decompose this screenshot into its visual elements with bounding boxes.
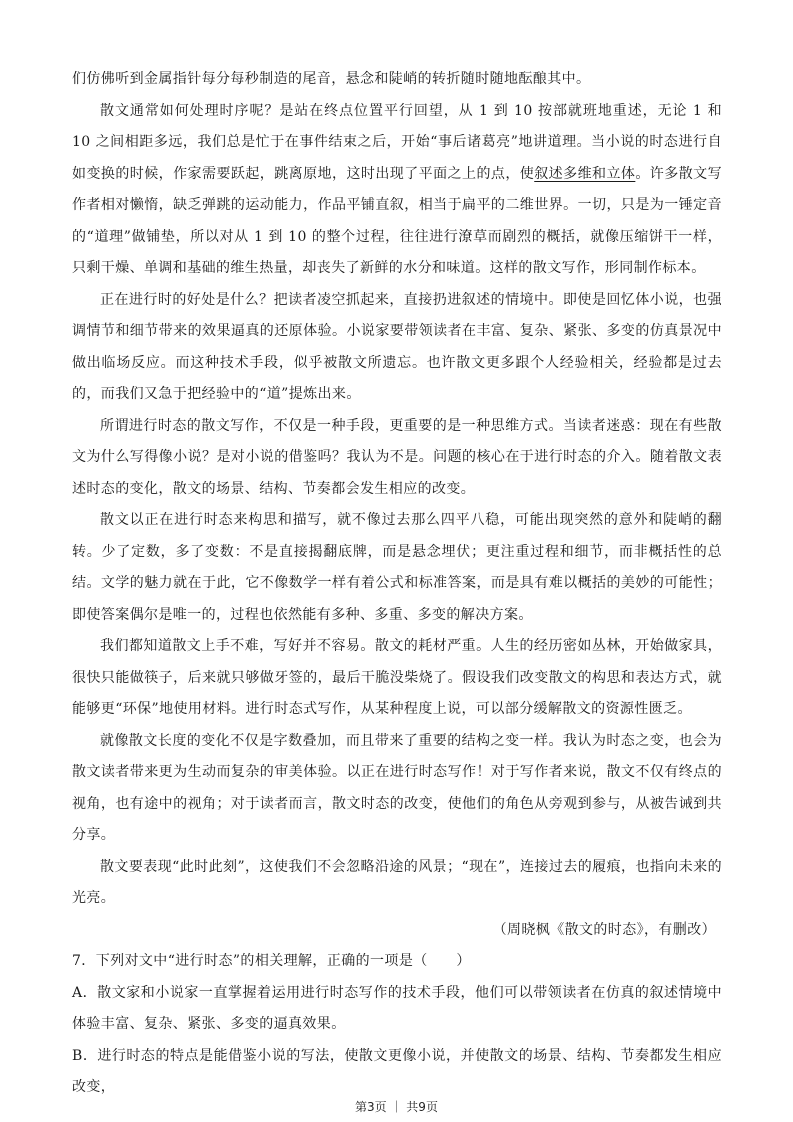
question-option-b: B．进行时态的特点是能借鉴小说的写法，使散文更像小说，并使散文的场景、结构、节奏都发生相应改变， <box>72 1047 722 1095</box>
article-body <box>72 64 722 1104</box>
paragraph-7: 散文要表现“此时此刻”，这使我们不会忽略沿途的风景；“现在”，连接过去的履痕，也指向未来的光亮。 <box>72 858 722 906</box>
paragraph-2: 正在进行时的好处是什么？把读者凌空抓起来，直接扔进叙述的情境中。即使是回忆体小说，也强调情节和细节带来的效果逼真的还原体验。小说家要带领读者在丰富、复杂、紧张、多变的仿真景况中做出临场反应。而这种技术手段，似乎被散文所遗忘。也许散文更多跟个人经验相关，经验都是过去的，而我们又急于把经验中的“道”提炼出来。 <box>72 291 722 402</box>
question-stem: 7．下列对文中“进行时态”的相关理解，正确的一项是（ ） <box>72 953 471 969</box>
underlined-phrase: 叙述多维和立体 <box>534 165 636 182</box>
paragraph-3: 所谓进行时态的散文写作，不仅是一种手段，更重要的是一种思维方式。当读者迷惑：现在有些散文为什么写得像小说？是对小说的借鉴吗？我认为不是。问题的核心在于进行时态的介入。随着散文表述时态的变化，散文的场景、结构、节奏都会发生相应的改变。 <box>72 417 722 497</box>
paragraph-1 <box>72 96 722 285</box>
paragraph-6: 就像散文长度的变化不仅是字数叠加，而且带来了重要的结构之变一样。我认为时态之变，也会为散文读者带来更为生动而复杂的审美体验。以正在进行时态写作！对于写作者来说，散文不仅有终点的视角，也有途中的视角；对于读者而言，散文时态的改变，使他们的角色从旁观到参与，从被告诫到共分享。 <box>72 732 722 843</box>
paragraph-1-text-a: 散文通常如何处理时序呢？是站在终点位置平行回望，从 1 到 10 按部就班地重述，无论 1 和 10 之间相距多远，我们总是忙于在事件结束之后，开始“事后诸葛亮”地讲道理。当小说的时态进行自如变换的时候，作家需要跃起，跳离原地，这时出现了平面之上的点，使 <box>72 102 722 182</box>
paragraph-5: 我们都知道散文上手不难，写好并不容易。散文的耗材严重。人生的经历密如丛林，开始做家具，很快只能做筷子，后来就只够做牙签的，最后干脆没柴烧了。假设我们改变散文的构思和表达方式，就能够更“环保”地使用材料。进行时态式写作，从某种程度上说，可以部分缓解散文的资源性匮乏。 <box>72 638 722 717</box>
article-source: （周晓枫《散文的时态》，有删改） <box>492 921 716 938</box>
paragraph-1-text-b: 。许多散文写作者相对懒惰，缺乏弹跳的运动能力，作品平铺直叙，相当于扁平的二维世界。一切，只是为一锤定音的“道理”做铺垫，所以对从 1 到 10 的整个过程，往往进行潦草而剧烈的概括，就像压缩饼干一样，只剩干燥、单调和基础的维生热量，却丧失了新鲜的水分和味道。这样的散文写作，形同制作标本。 <box>72 165 722 276</box>
question-option-a: A．散文家和小说家一直掌握着运用进行时态写作的技术手段，他们可以带领读者在仿真的叙述情境中体验丰富、复杂、紧张、多变的逼真效果。 <box>72 984 722 1032</box>
paragraph-0: 们仿佛听到金属指针每分每秒制造的尾音，悬念和陡峭的转折随时随地酝酿其中。 <box>72 71 591 87</box>
page-footer: 第3页 ｜ 共9页 <box>355 1100 438 1114</box>
paragraph-4: 散文以正在进行时态来构思和描写，就不像过去那么四平八稳，可能出现突然的意外和陡峭的翻转。少了定数，多了变数：不是直接揭翻底牌，而是悬念埋伏；更注重过程和细节，而非概括性的总结。文学的魅力就在于此，它不像数学一样有着公式和标准答案，而是具有难以概括的美妙的可能性；即使答案偶尔是唯一的，过程也依然能有多种、多重、多变的解决方案。 <box>72 512 722 623</box>
